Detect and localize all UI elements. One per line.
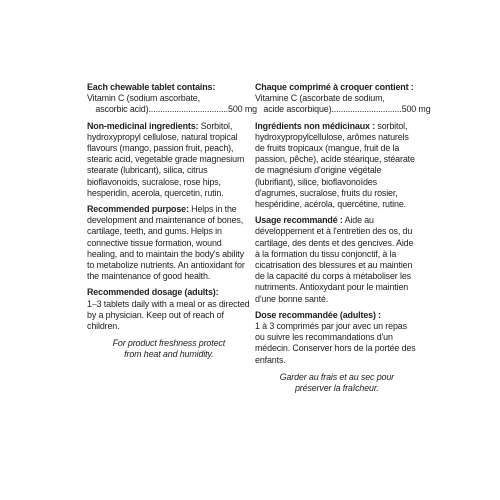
vitamin-c-source: ascorbic acid)	[95, 104, 149, 116]
vitamin-c-source-fr: acide ascorbique)	[263, 104, 332, 116]
recommended-purpose-text: Helps in the development and maintenance of bones, cartilage, teeth, and gums. Helps in connective tissue formation, wound healing, and to maintain the body's ability to metabolize nutrients. An antioxidant for the maintenance of good health.	[87, 204, 245, 283]
recommended-dosage-heading: Recommended dosage (adults):	[87, 287, 219, 299]
recommended-dosage-text: 1–3 tablets daily with a meal or as directed by a physician. Keep out of reach of children.	[87, 298, 250, 333]
storage-note-fr	[255, 372, 419, 394]
vitamin-c-amount: 500 mg	[228, 104, 257, 116]
vitamin-c-line-1: Vitamin C (sodium ascorbate,	[87, 93, 200, 105]
vitamin-c-line-2-fr	[255, 104, 431, 116]
recommended-purpose-text-fr: Aide au développement et à l'entretien des os, du cartilage, des dents et des gencives. Aide à la formation du tissu conjonctif, à la cicatrisation des blessures et au maintien de la capacité du corps à métaboliser les nutriments. Antioxydant pour le maintien d'une bonne santé.	[255, 215, 414, 305]
vitamin-c-line-1-fr: Vitamine C (ascorbate de sodium,	[255, 93, 385, 105]
non-medicinal-heading: Non-medicinal ingredients:	[87, 120, 199, 132]
recommended-purpose-section-fr	[255, 215, 419, 305]
storage-note-line-1-fr: Garder au frais et au sec pour	[279, 371, 395, 383]
recommended-purpose-heading-fr: Usage recommandé :	[255, 215, 343, 227]
non-medicinal-section-fr	[255, 121, 419, 211]
storage-note-line-2: from heat and humidity.	[124, 349, 214, 361]
contains-section	[87, 82, 257, 116]
contains-section-fr	[255, 82, 431, 116]
non-medicinal-text-fr: sorbitol, hydroxypropylcellulose, arômes naturels de fruits tropicaux (mangue, fruit de la passion, pêche), acide stéarique, stéarate de magnésium d'origine végétale (lubrifiant), silice, bioflavonoïdes d'agrumes, sucralose, fruits du rosier, hespéridine, acérola, quercétine, rutine.	[255, 120, 415, 211]
vitamin-c-dots-fr: ..............................	[331, 104, 402, 116]
non-medicinal-heading-fr: Ingrédients non médicinaux :	[255, 120, 376, 132]
storage-note	[87, 338, 251, 360]
vitamin-c-line-2	[87, 104, 257, 116]
vitamin-c-dots: ..................................	[148, 104, 229, 116]
recommended-purpose-section	[87, 204, 251, 282]
non-medicinal-section	[87, 121, 251, 199]
non-medicinal-text: Sorbitol, hydroxypropyl cellulose, natural tropical flavours (mango, passion fruit, peach), stearic acid, vegetable grade magnesium stearate (lubricant), silica, citrus bioflavonoids, sucralose, rose hips, hesperidin, acerola, quercetin, rutin.	[87, 120, 245, 199]
vitamin-c-amount-fr: 500 mg	[401, 104, 431, 116]
recommended-dosage-section	[87, 287, 251, 332]
contains-heading-fr: Chaque comprimé à croquer contient :	[255, 82, 414, 93]
french-column	[255, 82, 431, 395]
contains-heading: Each chewable tablet contains:	[87, 82, 216, 93]
recommended-dosage-text-fr: 1 à 3 comprimés par jour avec un repas ou suivre les recommandations d'un médecin. Conserver hors de la portée des enfants.	[255, 321, 416, 366]
storage-note-line-1: For product freshness protect	[112, 338, 226, 350]
recommended-dosage-section-fr	[255, 310, 419, 366]
english-column	[87, 82, 257, 361]
recommended-purpose-heading: Recommended purpose:	[87, 204, 189, 216]
storage-note-line-2-fr: préserver la fraîcheur.	[294, 383, 379, 395]
recommended-dosage-heading-fr: Dose recommandée (adultes) :	[255, 309, 382, 321]
